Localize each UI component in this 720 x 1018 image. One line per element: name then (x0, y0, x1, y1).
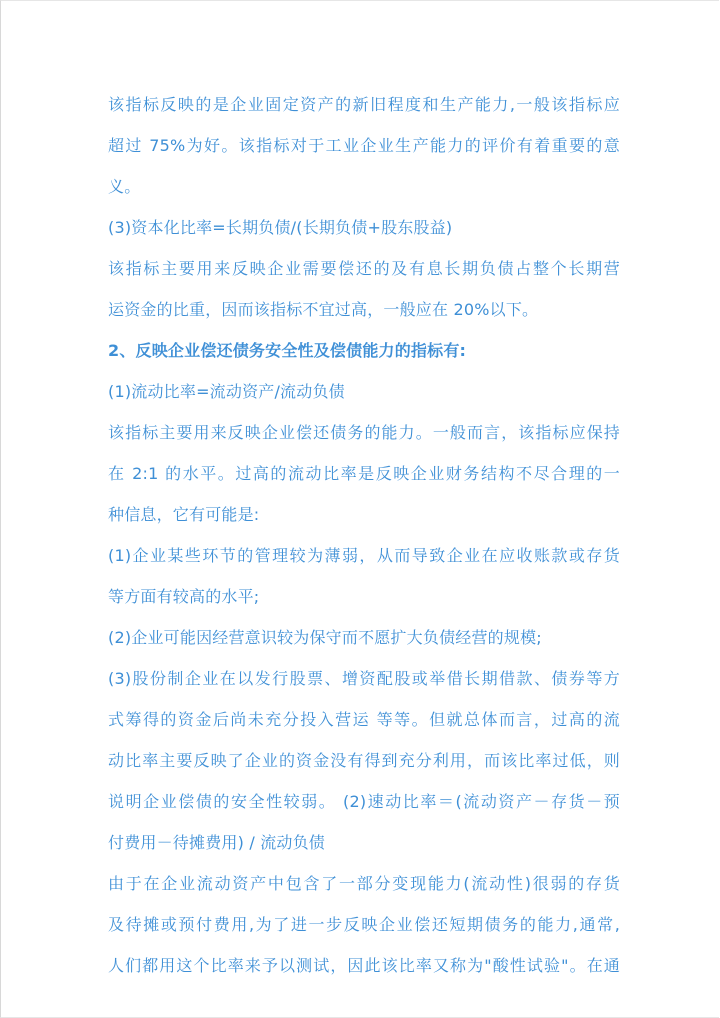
text-line-11: 种信息，它有可能是: (108, 505, 260, 524)
document-body (108, 84, 620, 986)
section-heading: 2、反映企业偿还债务安全性及偿债能力的指标有: (108, 341, 467, 360)
text-line-14: (2)企业可能因经营意识较为保守而不愿扩大负债经营的规模; (108, 628, 542, 647)
text-line-5: 该指标主要用来反映企业需要偿还的及有息长期负债占整个长期营 (108, 259, 620, 278)
text-line-20: 由于在企业流动资产中包含了一部分变现能力(流动性)很弱的存货 (108, 874, 620, 893)
text-line-12: (1)企业某些环节的管理较为薄弱，从而导致企业在应收账款或存货 (108, 546, 620, 565)
text-line-13: 等方面有较高的水平; (108, 587, 260, 606)
text-line-3: 义。 (108, 177, 141, 196)
text-line-6: 运资金的比重，因而该指标不宜过高，一般应在 20%以下。 (108, 300, 539, 319)
text-line-18: 说明企业偿债的安全性较弱。 (2)速动比率＝(流动资产－存货－预 (108, 792, 620, 811)
text-line-21: 及待摊或预付费用,为了进一步反映企业偿还短期债务的能力,通常, (108, 915, 620, 934)
text-line-9: 该指标主要用来反映企业偿还债务的能力。一般而言，该指标应保持 (108, 423, 620, 442)
text-line-8: (1)流动比率=流动资产/流动负债 (108, 382, 345, 401)
text-line-19: 付费用－待摊费用) / 流动负债 (108, 833, 326, 852)
text-line-15: (3)股份制企业在以发行股票、增资配股或举借长期借款、债券等方 (108, 669, 620, 688)
text-line-10: 在 2:1 的水平。过高的流动比率是反映企业财务结构不尽合理的一 (108, 464, 620, 483)
text-line-1: 该指标反映的是企业固定资产的新旧程度和生产能力,一般该指标应 (108, 95, 620, 114)
text-line-22: 人们都用这个比率来予以测试，因此该比率又称为"酸性试验"。在通 (108, 956, 620, 975)
text-line-16: 式筹得的资金后尚未充分投入营运 等等。但就总体而言，过高的流 (108, 710, 620, 729)
text-line-4: (3)资本化比率=长期负债/(长期负债+股东股益) (108, 218, 453, 237)
text-line-17: 动比率主要反映了企业的资金没有得到充分利用，而该比率过低，则 (108, 751, 620, 770)
text-line-2: 超过 75%为好。该指标对于工业企业生产能力的评价有着重要的意 (108, 136, 620, 155)
